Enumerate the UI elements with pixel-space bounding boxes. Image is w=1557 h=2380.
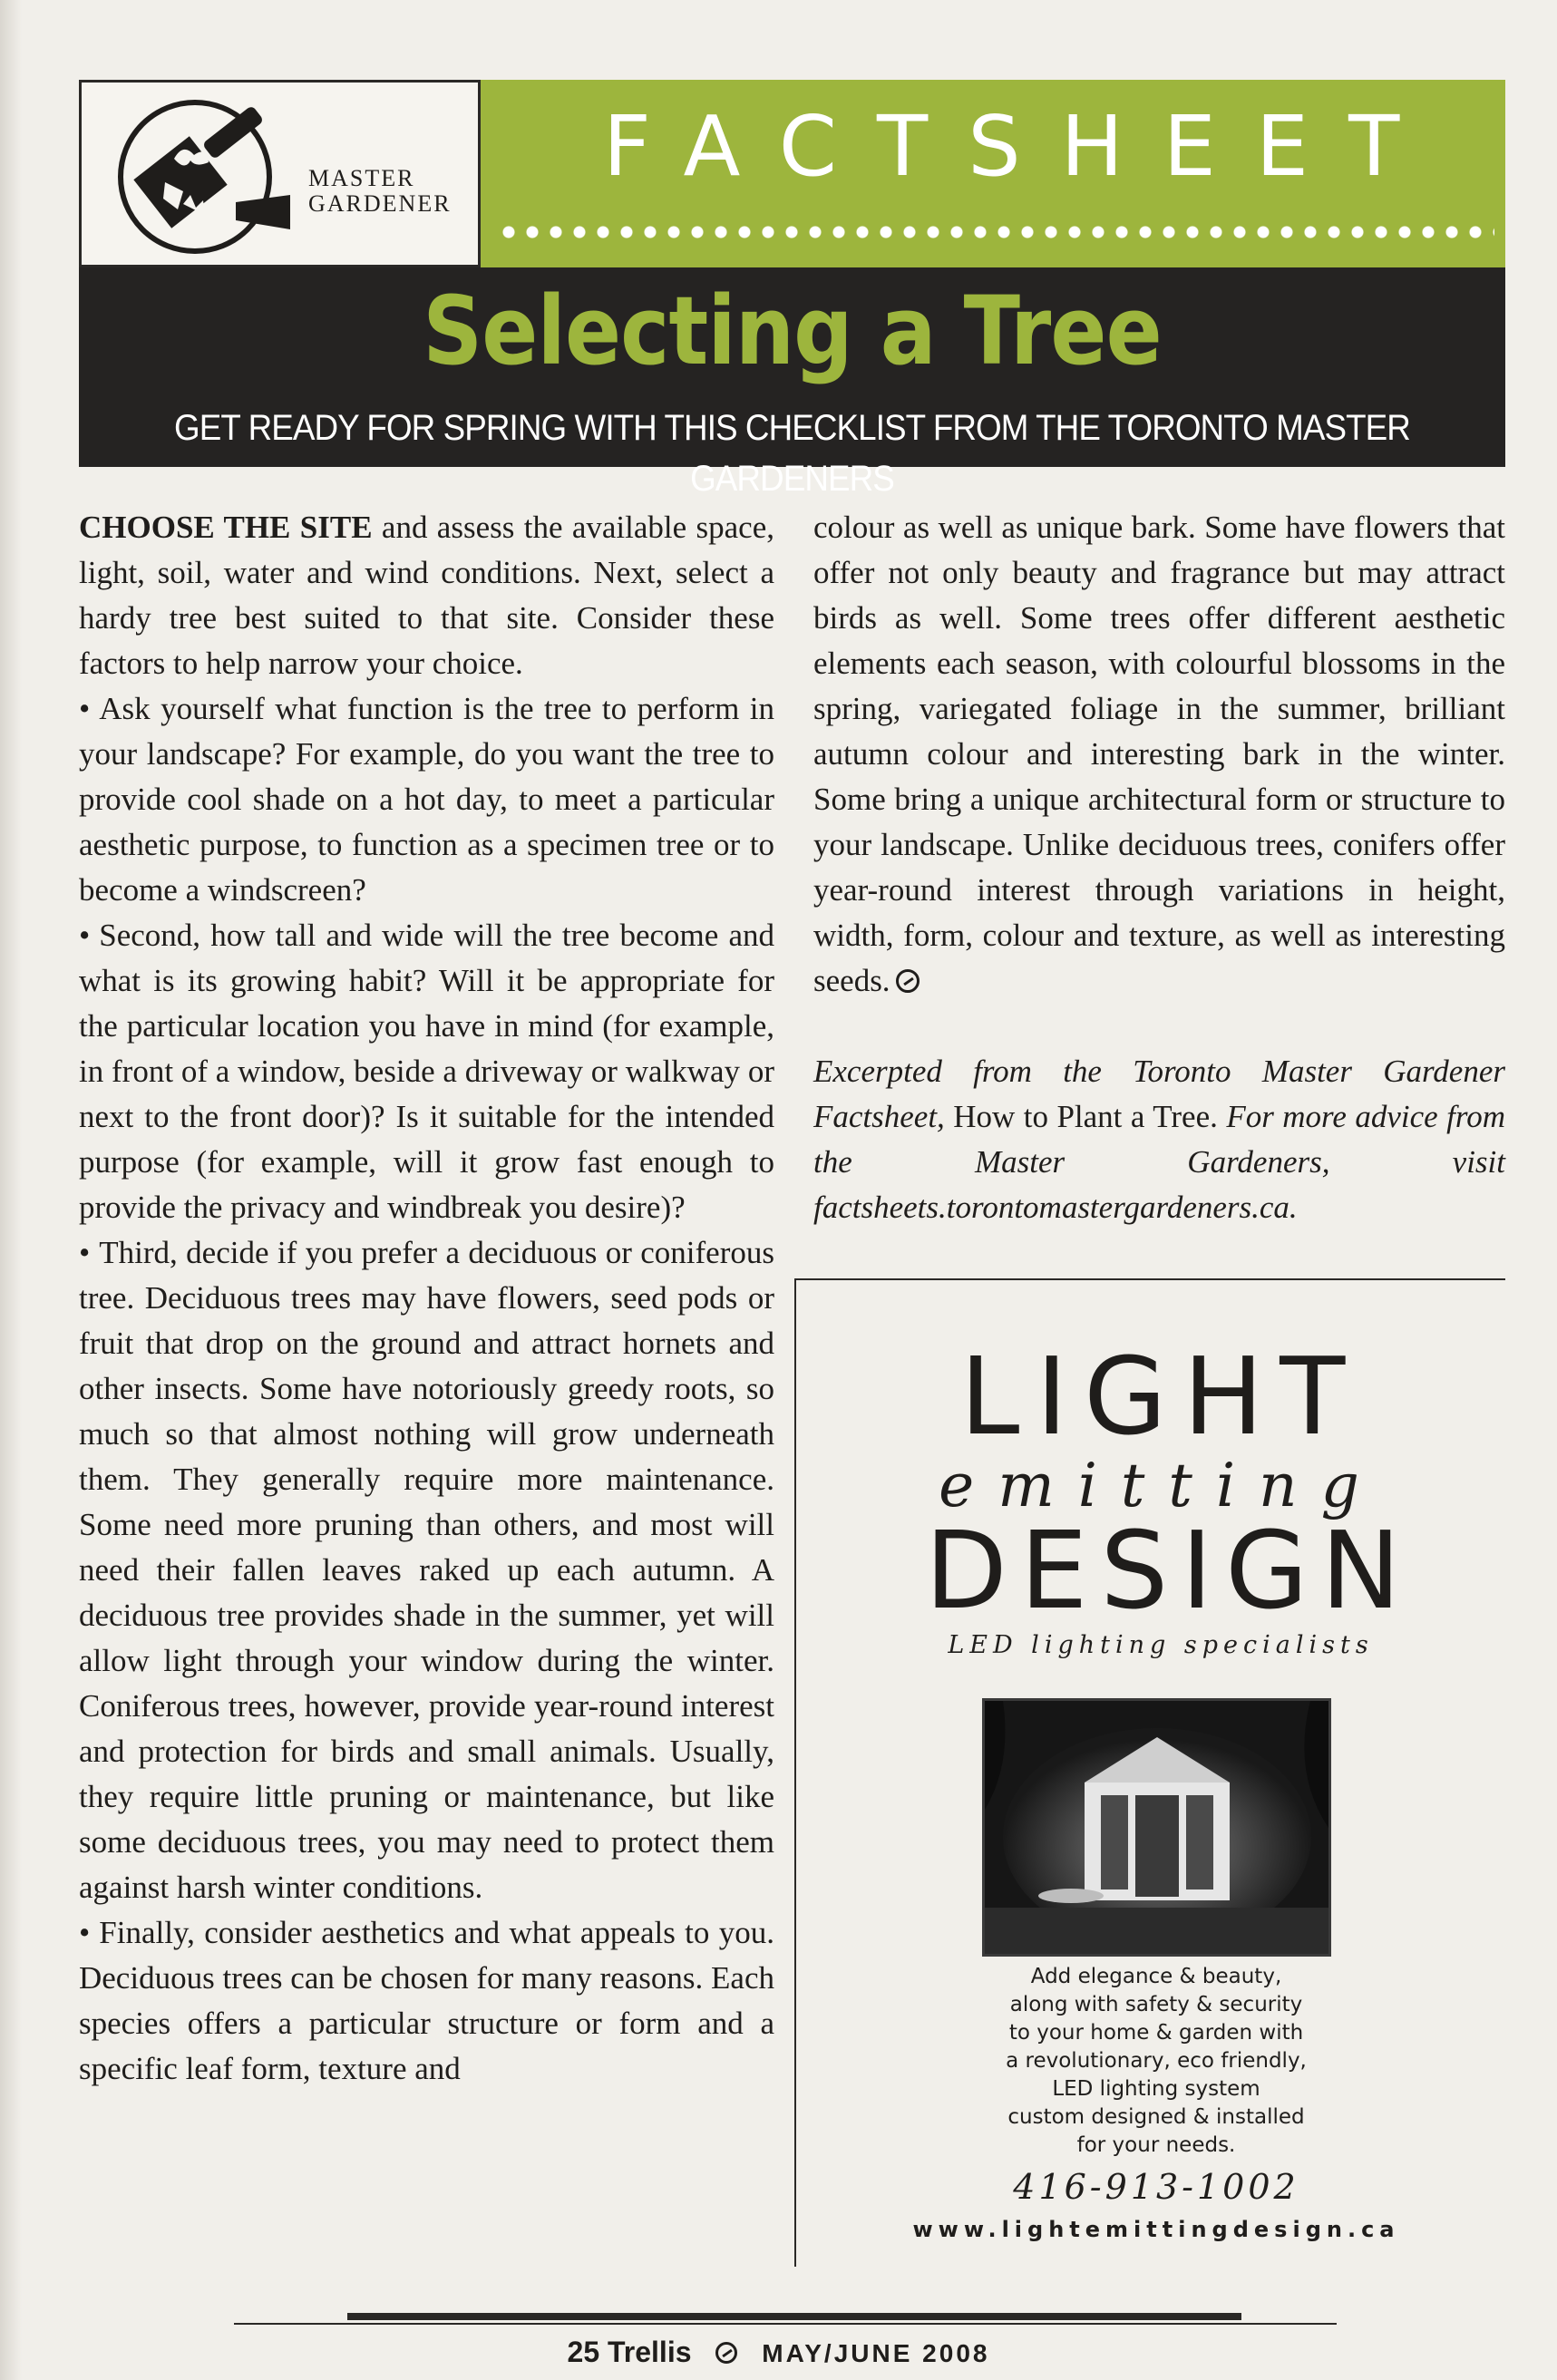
page-title: Selecting a Tree: [423, 276, 1162, 386]
bullet-icon: •: [79, 1235, 91, 1270]
article-continuation: colour as well as unique bark. Some have flowers that offer not only beauty and fragrance but may attract birds as well. Some trees offer different aesthetic elements each season, with colourful blossoms in the spring, variegated foliage in the summer, brilliant autumn colour and interesting bark in the winter. Some bring a unique architectural form or structure to your landscape. Unlike deciduous trees, conifers offer year-round interest through variations in height, width, form, colour and texture, as well as interesting seeds.: [813, 510, 1505, 998]
factsheet-heading: FACTSHEET: [603, 98, 1440, 195]
footer-rule-thin: [234, 2323, 1337, 2325]
page-edge-shadow: [0, 0, 22, 2380]
ad-border-left: [794, 1278, 796, 2267]
logo-text-master: MASTER: [308, 165, 415, 191]
page-number: 25: [567, 2336, 600, 2368]
article-column-left: [79, 505, 774, 2092]
lit-gazebo-image: [985, 1701, 1328, 1954]
bullet-item: • Ask yourself what function is the tree to perform in your landscape? For example, do you want the tree to provide cool shade on a hot day, to meet a particular aesthetic purpose, to function as a specimen tree or to become a windscreen?: [79, 691, 774, 908]
master-gardener-logo: [79, 80, 481, 267]
footer-rule: [347, 2313, 1241, 2320]
gazebo-photo: [982, 1698, 1331, 1957]
trellis-mark-icon: [715, 2342, 737, 2364]
bullet-item: • Third, decide if you prefer a deciduous or coniferous tree. Deciduous trees may have flowers, seed pods or fruit that drop on the ground and attract hornets and other insects. Some have notoriously greedy roots, so much so that almost nothing will grow underneath them. They generally require more maintenance. Some need more pruning than others, and most will need their fallen leaves raked up each autumn. A deciduous tree provides shade in the summer, yet will allow light through your window during the winter. Coniferous trees, however, provide year-round interest and protection for birds and small animals. Usually, they require little pruning or maintenance, but like some deciduous trees, you may need to protect them against harsh winter conditions.: [79, 1235, 774, 1905]
bullet-icon: •: [79, 918, 91, 953]
bullet-icon: •: [79, 691, 91, 726]
trowel-icon: [109, 95, 308, 258]
bullet-item: • Second, how tall and wide will the tree become and what is its growing habit? Will it be appropriate for the particular location you have in mind (for example, in front of a window, beside a driveway or walkway or next to the front door)? Is it suitable for the intended purpose (for example, will it grow fast enough to provide the privacy and windbreak you desire)?: [79, 918, 774, 1225]
ad-logo-light: LIGHT: [959, 1334, 1362, 1459]
bullet-icon: •: [79, 1915, 91, 1950]
article-column-right: [813, 505, 1505, 1230]
article-lead: CHOOSE THE SITE: [79, 510, 373, 545]
ad-tagline: LED lighting specialists: [948, 1631, 1374, 1659]
page-subtitle: GET READY FOR SPRING WITH THIS CHECKLIST FROM THE TORONTO MASTER GARDENERS: [174, 408, 1410, 499]
article-intro: [79, 505, 774, 686]
dotted-divider: [497, 225, 1494, 239]
excerpt-credit: Excerpted from the Toronto Master Gardener Factsheet, How to Plant a Tree. For more advice from the Master Gardeners, visit factsheets.torontomastergardeners.ca.: [813, 1054, 1505, 1225]
end-mark-icon: [896, 969, 920, 993]
ad-website: www.lightemittingdesign.ca: [912, 2217, 1400, 2242]
bullet-item: • Finally, consider aesthetics and what appeals to you. Deciduous trees can be chosen for many reasons. Each species offers a particular structure or form and a specific leaf form, texture and: [79, 1915, 774, 2086]
ad-phone-number: 416-913-1002: [1013, 2167, 1299, 2207]
ad-logo-emitting: emitting: [939, 1451, 1383, 1520]
page-footer: [0, 2334, 1557, 2372]
magazine-name: Trellis: [608, 2336, 692, 2368]
logo-text-gardener: GARDENER: [308, 190, 452, 217]
ad-body-copy: Add elegance & beauty, along with safety & security to your home & garden with a revolutionary, eco friendly, LED lighting system custom designed & installed for your needs.: [1006, 1965, 1307, 2157]
ad-border-top: [794, 1278, 1505, 1280]
ad-logo-design: DESIGN: [925, 1508, 1414, 1633]
article-intro-text: and assess the available space, light, soil, water and wind conditions. Next, select a hardy tree best suited to that site. Consider these factors to help narrow your choice.: [79, 510, 774, 681]
issue-date: MAY/JUNE 2008: [762, 2339, 990, 2367]
